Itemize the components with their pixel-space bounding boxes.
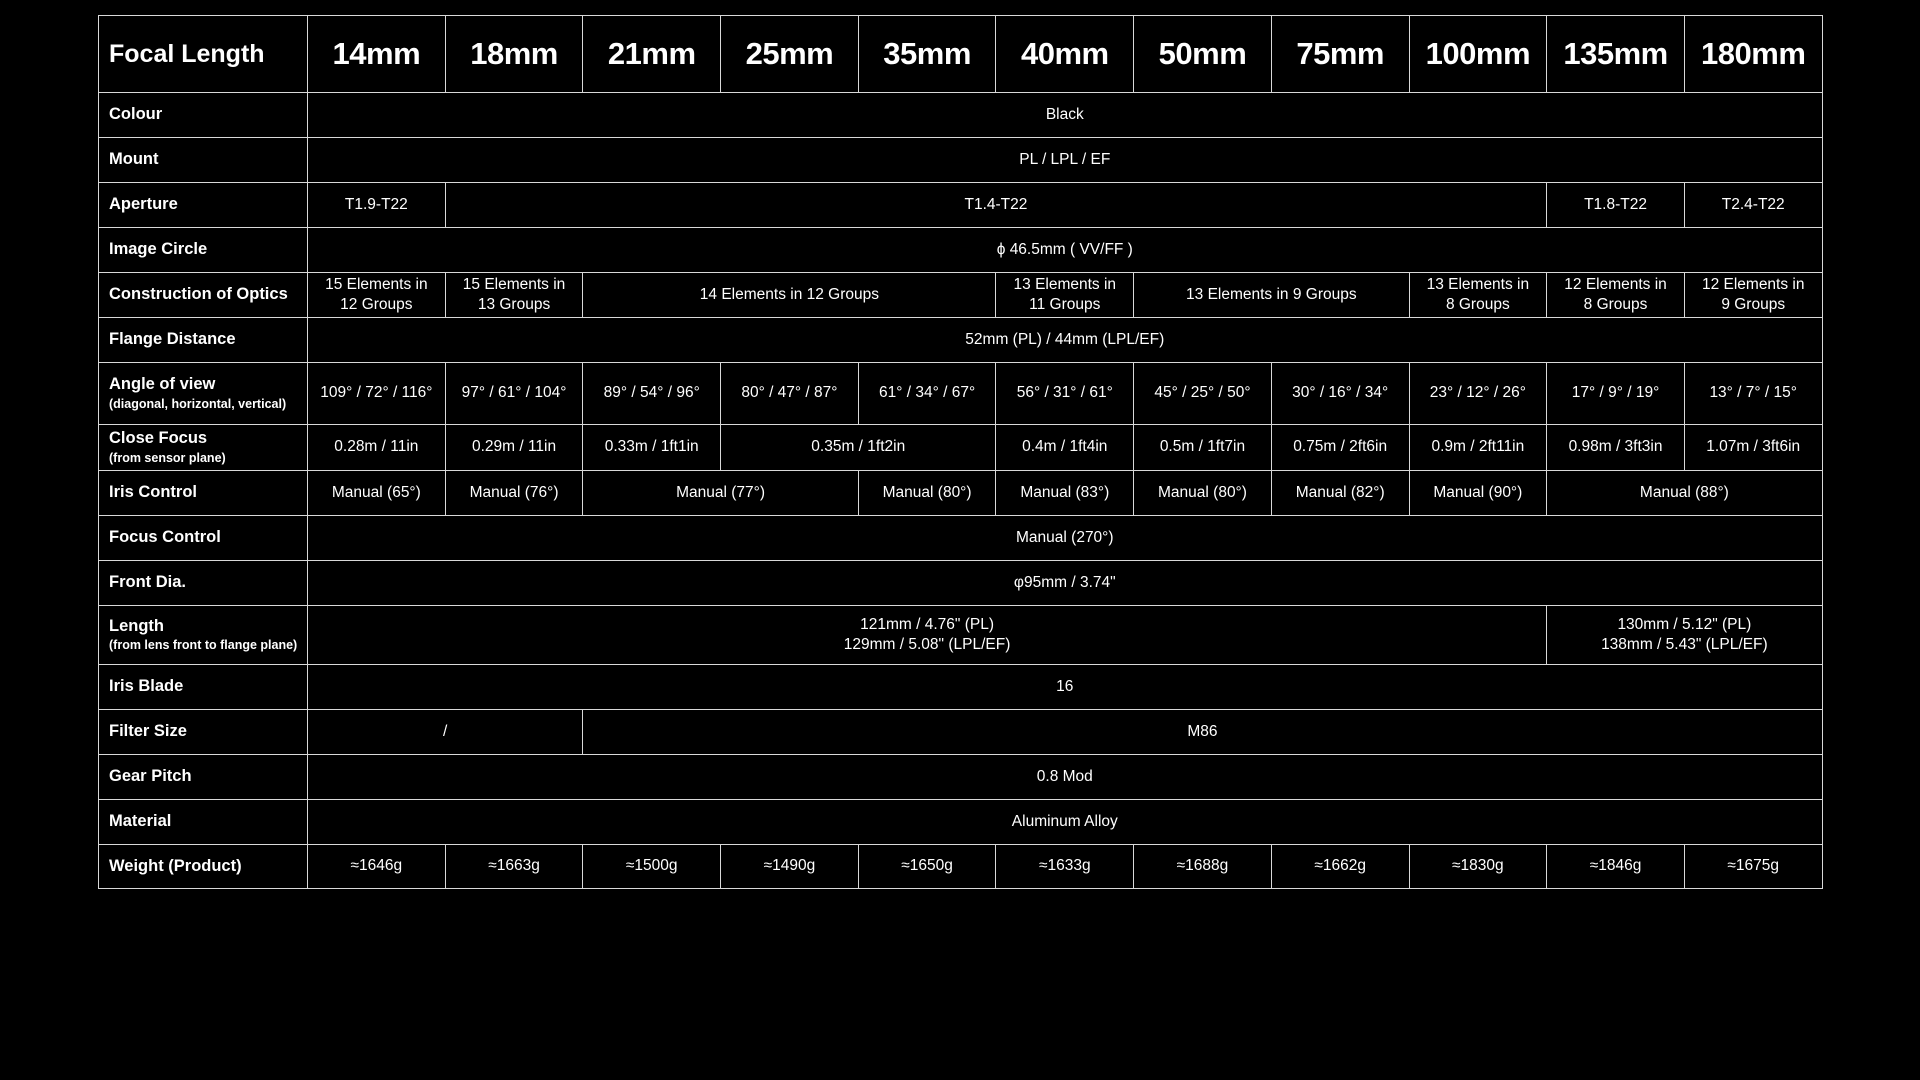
spec-value-mount: PL / LPL / EF [308,138,1823,183]
row-label-text: Mount [109,150,159,169]
row-focus-control [99,516,1823,561]
row-label-length [99,606,308,665]
row-mount [99,138,1823,183]
spec-value-angle-of-view: 17° / 9° / 19° [1547,363,1685,425]
spec-value-filter-size: / [308,710,583,755]
row-label-angle-of-view [99,363,308,425]
spec-value-weight-product: ≈1650g [858,845,996,889]
spec-value-weight-product: ≈1662g [1271,845,1409,889]
spec-value-iris-control: Manual (80°) [858,471,996,516]
spec-value-close-focus: 0.5m / 1ft7in [1134,425,1272,471]
row-angle-of-view [99,363,1823,425]
row-material [99,800,1823,845]
focal-length-40mm: 40mm [996,16,1134,93]
spec-value-angle-of-view: 45° / 25° / 50° [1134,363,1272,425]
spec-value-angle-of-view: 97° / 61° / 104° [445,363,583,425]
row-label-text: Colour [109,105,163,124]
spec-value-angle-of-view: 109° / 72° / 116° [308,363,446,425]
focal-length-100mm: 100mm [1409,16,1547,93]
spec-value-focus-control: Manual (270°) [308,516,1823,561]
row-label-text: Aperture [109,195,178,214]
row-label-aperture [99,183,308,228]
row-label-text: Image Circle [109,240,208,259]
row-label-mount [99,138,308,183]
spec-value-weight-product: ≈1688g [1134,845,1272,889]
spec-value-construction-of-optics: 13 Elements in 8 Groups [1409,273,1547,318]
spec-value-weight-product: ≈1830g [1409,845,1547,889]
spec-value-construction-of-optics: 13 Elements in 9 Groups [1134,273,1409,318]
spec-value-image-circle: ϕ 46.5mm ( VV/FF ) [308,228,1823,273]
row-length [99,606,1823,665]
row-label-text: Iris Control [109,483,198,502]
row-label-text: Length [109,616,164,635]
focal-length-50mm: 50mm [1134,16,1272,93]
lens-spec-table [98,15,1823,889]
spec-value-aperture: T1.8-T22 [1547,183,1685,228]
row-sublabel-text: (diagonal, horizontal, vertical) [109,396,287,411]
row-close-focus [99,425,1823,471]
focal-length-14mm: 14mm [308,16,446,93]
row-colour [99,93,1823,138]
row-gear-pitch [99,755,1823,800]
spec-value-angle-of-view: 80° / 47° / 87° [721,363,859,425]
row-image-circle [99,228,1823,273]
row-label-close-focus [99,425,308,471]
row-aperture [99,183,1823,228]
row-label-text: Construction of Optics [109,285,288,304]
spec-value-angle-of-view: 13° / 7° / 15° [1684,363,1822,425]
row-label-filter-size [99,710,308,755]
row-label-text: Iris Blade [109,677,184,696]
spec-value-construction-of-optics: 15 Elements in 13 Groups [445,273,583,318]
spec-value-filter-size: M86 [583,710,1822,755]
spec-value-angle-of-view: 61° / 34° / 67° [858,363,996,425]
row-iris-control [99,471,1823,516]
row-label-iris-control [99,471,308,516]
spec-value-close-focus: 0.29m / 11in [445,425,583,471]
spec-value-aperture: T1.9-T22 [308,183,446,228]
row-label-text: Material [109,812,172,831]
spec-value-iris-control: Manual (88°) [1547,471,1822,516]
row-label-text: Front Dia. [109,573,186,592]
focal-length-label: Focal Length [99,16,308,93]
row-label-text: Filter Size [109,722,187,741]
spec-value-flange-distance: 52mm (PL) / 44mm (LPL/EF) [308,318,1823,363]
row-label-text: Weight (Product) [109,856,242,875]
spec-value-iris-control: Manual (65°) [308,471,446,516]
spec-value-iris-control: Manual (90°) [1409,471,1547,516]
focal-length-135mm: 135mm [1547,16,1685,93]
spec-value-iris-blade: 16 [308,665,1823,710]
spec-value-length: 130mm / 5.12" (PL) 138mm / 5.43" (LPL/EF) [1547,606,1822,665]
spec-value-length: 121mm / 4.76" (PL) 129mm / 5.08" (LPL/EF) [308,606,1547,665]
spec-value-weight-product: ≈1500g [583,845,721,889]
focal-length-18mm: 18mm [445,16,583,93]
spec-value-construction-of-optics: 13 Elements in 11 Groups [996,273,1134,318]
row-label-text: Gear Pitch [109,767,192,786]
row-label-construction-of-optics [99,273,308,318]
row-iris-blade [99,665,1823,710]
spec-value-close-focus: 0.33m / 1ft1in [583,425,721,471]
row-label-material [99,800,308,845]
row-label-image-circle [99,228,308,273]
spec-value-close-focus: 0.28m / 11in [308,425,446,471]
spec-value-weight-product: ≈1663g [445,845,583,889]
spec-value-iris-control: Manual (83°) [996,471,1134,516]
row-label-gear-pitch [99,755,308,800]
spec-value-close-focus: 0.9m / 2ft11in [1409,425,1547,471]
row-sublabel-text: (from sensor plane) [109,450,226,465]
spec-value-angle-of-view: 30° / 16° / 34° [1271,363,1409,425]
spec-value-construction-of-optics: 14 Elements in 12 Groups [583,273,996,318]
focal-length-75mm: 75mm [1271,16,1409,93]
spec-value-colour: Black [308,93,1823,138]
spec-value-weight-product: ≈1846g [1547,845,1685,889]
spec-value-close-focus: 0.98m / 3ft3in [1547,425,1685,471]
row-label-text: Flange Distance [109,330,236,349]
focal-length-25mm: 25mm [721,16,859,93]
spec-value-weight-product: ≈1490g [721,845,859,889]
spec-value-weight-product: ≈1675g [1684,845,1822,889]
spec-value-material: Aluminum Alloy [308,800,1823,845]
row-label-iris-blade [99,665,308,710]
spec-value-close-focus: 0.75m / 2ft6in [1271,425,1409,471]
spec-value-angle-of-view: 23° / 12° / 26° [1409,363,1547,425]
focal-length-header-row [99,16,1823,93]
row-flange-distance [99,318,1823,363]
spec-value-construction-of-optics: 12 Elements in 8 Groups [1547,273,1685,318]
spec-value-front-dia: φ95mm / 3.74" [308,561,1823,606]
row-label-focus-control [99,516,308,561]
focal-length-21mm: 21mm [583,16,721,93]
spec-value-gear-pitch: 0.8 Mod [308,755,1823,800]
focal-length-180mm: 180mm [1684,16,1822,93]
row-construction-of-optics [99,273,1823,318]
spec-value-weight-product: ≈1646g [308,845,446,889]
row-label-text: Angle of view [109,375,216,394]
row-label-colour [99,93,308,138]
spec-value-close-focus: 1.07m / 3ft6in [1684,425,1822,471]
row-label-text: Focus Control [109,528,221,547]
spec-value-iris-control: Manual (77°) [583,471,858,516]
row-filter-size [99,710,1823,755]
spec-value-close-focus: 0.4m / 1ft4in [996,425,1134,471]
row-label-text: Close Focus [109,429,208,448]
spec-value-weight-product: ≈1633g [996,845,1134,889]
spec-value-aperture: T2.4-T22 [1684,183,1822,228]
focal-length-35mm: 35mm [858,16,996,93]
spec-rows [99,93,1823,889]
spec-value-construction-of-optics: 12 Elements in 9 Groups [1684,273,1822,318]
spec-value-aperture: T1.4-T22 [445,183,1547,228]
spec-value-iris-control: Manual (80°) [1134,471,1272,516]
spec-value-close-focus: 0.35m / 1ft2in [721,425,996,471]
row-front-dia [99,561,1823,606]
spec-value-construction-of-optics: 15 Elements in 12 Groups [308,273,446,318]
spec-value-iris-control: Manual (82°) [1271,471,1409,516]
spec-value-angle-of-view: 89° / 54° / 96° [583,363,721,425]
spec-value-iris-control: Manual (76°) [445,471,583,516]
row-label-flange-distance [99,318,308,363]
row-label-weight-product [99,845,308,889]
row-label-front-dia [99,561,308,606]
row-weight-product [99,845,1823,889]
row-sublabel-text: (from lens front to flange plane) [109,638,298,653]
spec-value-angle-of-view: 56° / 31° / 61° [996,363,1134,425]
